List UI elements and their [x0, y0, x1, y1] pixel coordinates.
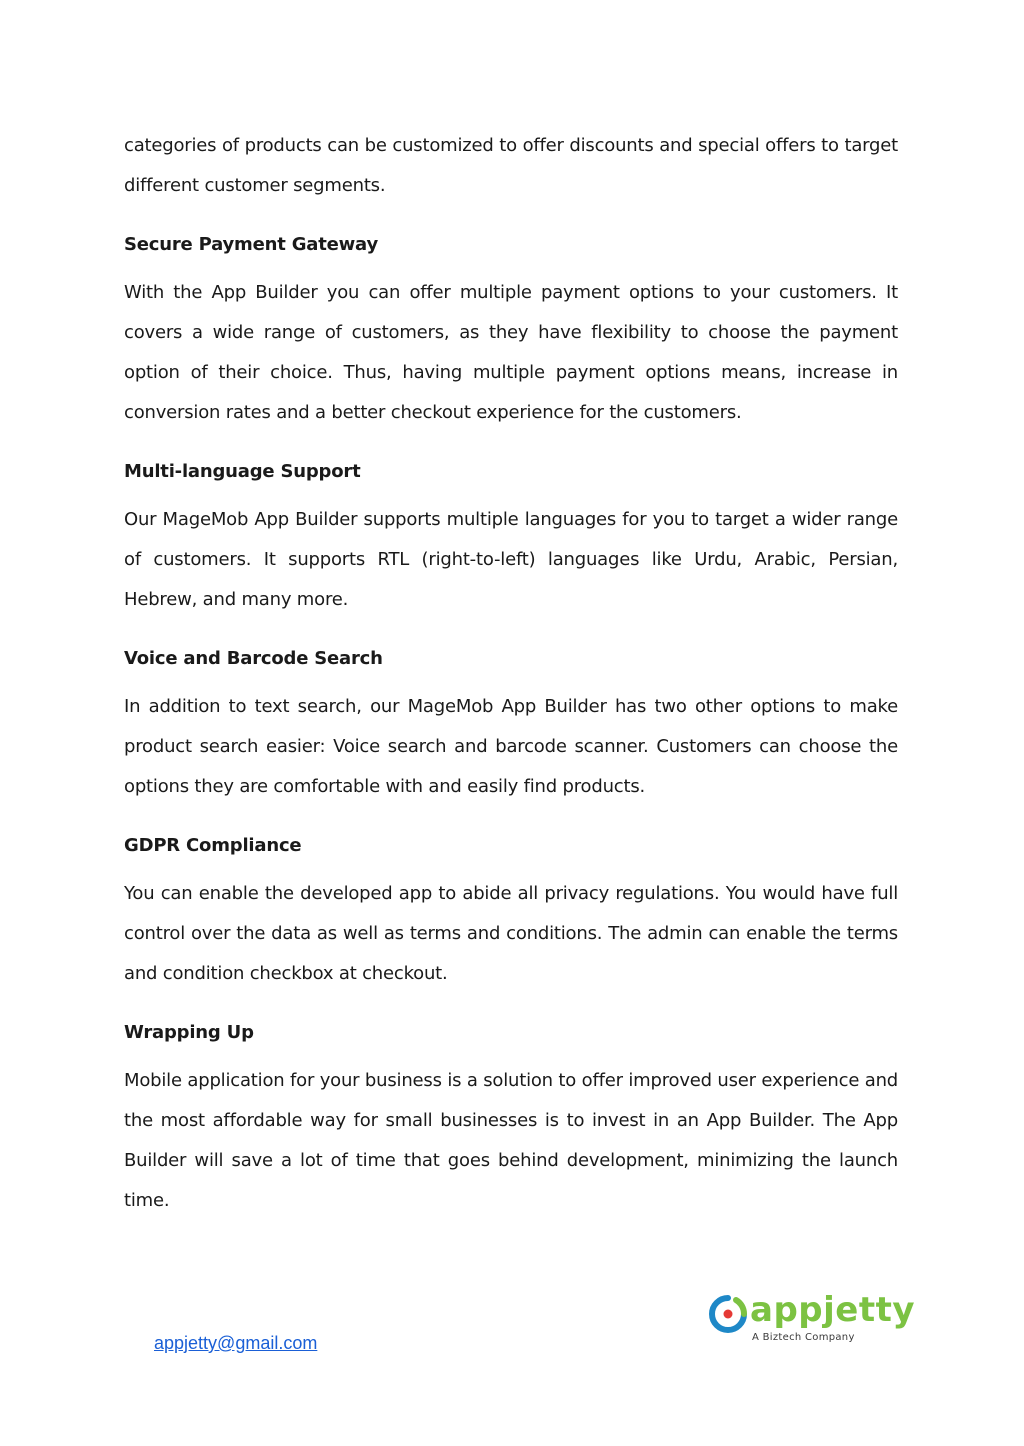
payment-paragraph: With the App Builder you can offer multiple payment options to your customers. It covers a wide range of customers, as they have flexibility to choose the payment option of their choice. Thus, having multiple payment options means, increase in conversion rates and a better checkout experience for the customers.	[124, 282, 898, 423]
heading-multi-language: Multi-language Support	[124, 461, 361, 482]
gdpr-paragraph: You can enable the developed app to abide all privacy regulations. You would have full control over the data as well as terms and conditions. The admin can enable the terms and condition checkbox at checkout.	[124, 883, 898, 984]
logo-wordmark: appjetty	[750, 1290, 916, 1330]
intro-paragraph: categories of products can be customized to offer discounts and special offers to target different customer segments.	[124, 135, 898, 196]
heading-wrapping-up: Wrapping Up	[124, 1022, 254, 1043]
search-paragraph: In addition to text search, our MageMob App Builder has two other options to make product search easier: Voice search and barcode scanner. Customers can choose the options they are comfortable with and easily find products.	[124, 696, 898, 797]
appjetty-logo	[708, 1290, 916, 1348]
footer-email-link[interactable]: appjetty@gmail.com	[154, 1333, 318, 1353]
wrapup-paragraph: Mobile application for your business is a solution to offer improved user experience and the most affordable way for small businesses is to invest in an App Builder. The App Builder will save a lot of time that goes behind development, minimizing the launch time.	[124, 1070, 898, 1211]
heading-secure-payment: Secure Payment Gateway	[124, 234, 378, 255]
language-paragraph: Our MageMob App Builder supports multiple languages for you to target a wider range of customers. It supports RTL (right-to-left) languages like Urdu, Arabic, Persian, Hebrew, and many more.	[124, 509, 898, 610]
logo-tagline: A Biztech Company	[752, 1332, 855, 1343]
document-body	[124, 126, 898, 1221]
appjetty-logo-icon	[708, 1294, 748, 1334]
heading-voice-barcode: Voice and Barcode Search	[124, 648, 383, 669]
heading-gdpr: GDPR Compliance	[124, 835, 302, 856]
